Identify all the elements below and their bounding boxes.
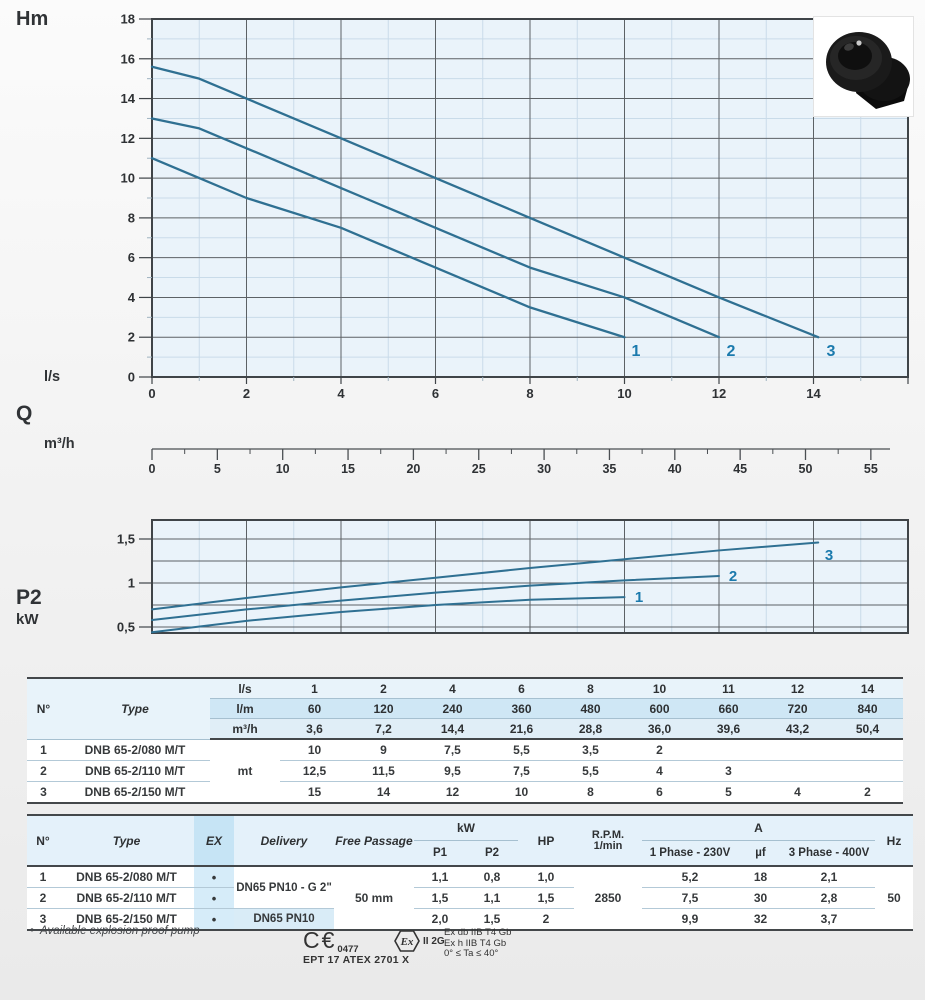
bullet-icon: • — [30, 925, 35, 937]
flow-value-header: 11 — [694, 678, 763, 699]
axis-tick-label: 0 — [148, 386, 156, 401]
head-value — [763, 739, 832, 761]
head-value: 3 — [694, 761, 763, 782]
head-value: 8 — [556, 782, 625, 804]
axis-tick-label: 10 — [617, 386, 632, 401]
flow-value-header: 36,0 — [625, 719, 694, 740]
col-header-free-passage: Free Passage — [334, 815, 414, 866]
col-header-type: Type — [59, 815, 194, 866]
p2-value: 1,5 — [466, 909, 518, 931]
p2-value: 1,1 — [466, 888, 518, 909]
axis-tick-label: 12 — [120, 130, 135, 146]
head-value: 3,5 — [556, 739, 625, 761]
axis-tick-label: 10 — [120, 170, 135, 186]
head-value: 6 — [625, 782, 694, 804]
technical-specifications-table — [27, 814, 913, 931]
head-value: 9 — [349, 739, 418, 761]
head-value: 2 — [832, 782, 903, 804]
head-value: 12 — [418, 782, 487, 804]
col-header-uf: µf — [738, 841, 783, 867]
power-unit-label: kW — [16, 611, 39, 628]
row-number: 1 — [27, 866, 59, 888]
p1-value: 2,0 — [414, 909, 466, 931]
axis-tick-label: 18 — [120, 11, 135, 27]
pump-type: DNB 65-2/110 M/T — [60, 761, 210, 782]
axis-tick-label: 14 — [120, 91, 135, 107]
table-row — [27, 866, 913, 888]
head-value: 11,5 — [349, 761, 418, 782]
head-value: 5 — [694, 782, 763, 804]
flow-value-header: 6 — [487, 678, 556, 699]
flow-value-header: 840 — [832, 699, 903, 719]
table-row — [27, 782, 903, 804]
hp-value: 1,0 — [518, 866, 574, 888]
flow-ls-axis-label: l/s — [44, 369, 61, 385]
flow-value-header: 14,4 — [418, 719, 487, 740]
axis-tick-label: 45 — [733, 462, 748, 476]
axis-tick-label: 55 — [863, 462, 878, 476]
axis-tick-label: 8 — [526, 386, 534, 401]
head-value: 4 — [763, 782, 832, 804]
head-value: 7,5 — [487, 761, 556, 782]
head-value: 7,5 — [418, 739, 487, 761]
flow-value-header: 120 — [349, 699, 418, 719]
col-header-p2: P2 — [466, 841, 518, 867]
axis-tick-label: 14 — [806, 386, 821, 401]
flow-value-header: 12 — [763, 678, 832, 699]
curve-label-3: 3 — [826, 343, 836, 360]
axis-tick-label: 50 — [798, 462, 813, 476]
capacitor-value: 18 — [738, 866, 783, 888]
head-value: 5,5 — [556, 761, 625, 782]
flow-q-axis-label: Q — [16, 402, 33, 425]
flow-value-header: 39,6 — [694, 719, 763, 740]
col-header-p1: P1 — [414, 841, 466, 867]
unit-mt: mt — [210, 739, 280, 803]
amps-1phase-value: 9,9 — [642, 909, 738, 931]
pump-type: DNB 65-2/080 M/T — [59, 866, 194, 888]
flow-value-header: 7,2 — [349, 719, 418, 740]
flow-unit-header: l/s — [210, 678, 280, 699]
head-value — [832, 761, 903, 782]
atex-certificate-number: EPT 17 ATEX 2701 X — [303, 954, 410, 966]
flow-value-header: 1 — [280, 678, 349, 699]
flow-value-header: 43,2 — [763, 719, 832, 740]
hp-value: 1,5 — [518, 888, 574, 909]
flow-value-header: 2 — [349, 678, 418, 699]
p2-value: 0,8 — [466, 866, 518, 888]
head-value: 2 — [625, 739, 694, 761]
col-header-hp: HP — [518, 815, 574, 866]
flow-value-header: 3,6 — [280, 719, 349, 740]
row-number: 3 — [27, 782, 60, 804]
col-header-no: N° — [27, 678, 60, 739]
col-group-amps: A — [642, 815, 875, 841]
pump-type: DNB 65-2/110 M/T — [59, 888, 194, 909]
atex-line: Ex db IIB T4 Gb — [444, 927, 512, 938]
flow-value-header: 660 — [694, 699, 763, 719]
axis-tick-label: 5 — [213, 462, 221, 476]
row-number: 1 — [27, 739, 60, 761]
amps-1phase-value: 5,2 — [642, 866, 738, 888]
flow-value-header: 10 — [625, 678, 694, 699]
head-value: 14 — [349, 782, 418, 804]
table-row — [27, 761, 903, 782]
footnote-text: Available explosion proof pump — [40, 925, 200, 937]
ce-number: 0477 — [337, 944, 359, 955]
axis-tick-label: 0 — [148, 462, 156, 476]
atex-line: Ex h IIB T4 Gb — [444, 937, 507, 949]
svg-text:Ex: Ex — [400, 936, 414, 948]
axis-tick-label: 35 — [602, 462, 617, 476]
power-axis-label: P2 — [16, 586, 42, 609]
flow-value-header: 360 — [487, 699, 556, 719]
axis-tick-label: 6 — [127, 250, 135, 266]
col-header-hz: Hz — [875, 815, 913, 866]
amps-1phase-value: 7,5 — [642, 888, 738, 909]
ex-available-dot: • — [194, 888, 234, 909]
ex-available-dot: • — [194, 909, 234, 931]
delivery-value: DN65 PN10 - G 2" — [234, 866, 334, 909]
hz-value: 50 — [875, 866, 913, 930]
atex-certification-lines — [444, 928, 511, 960]
flow-value-header: 4 — [418, 678, 487, 699]
col-header-delivery: Delivery — [234, 815, 334, 866]
axis-tick-label: 2 — [242, 386, 251, 401]
axis-tick-label: 0,5 — [116, 619, 135, 635]
ce-logo: C€ — [303, 927, 337, 953]
amps-3phase-value: 2,1 — [783, 866, 875, 888]
row-number: 2 — [27, 888, 59, 909]
flow-value-header: 60 — [280, 699, 349, 719]
axis-tick-label: 15 — [341, 462, 356, 476]
p1-value: 1,5 — [414, 888, 466, 909]
head-value: 15 — [280, 782, 349, 804]
table-row — [27, 739, 903, 761]
col-header-3phase: 3 Phase - 400V — [783, 841, 875, 867]
explosion-proof-footnote — [30, 925, 200, 937]
axis-tick-label: 4 — [127, 289, 135, 305]
axis-tick-label: 40 — [667, 462, 682, 476]
axis-tick-label: 4 — [337, 386, 345, 401]
capacitor-value: 30 — [738, 888, 783, 909]
p2-curve-label-1: 1 — [634, 589, 644, 606]
capacitor-value: 32 — [738, 909, 783, 931]
head-value: 9,5 — [418, 761, 487, 782]
row-number: 2 — [27, 761, 60, 782]
flow-value-header: 21,6 — [487, 719, 556, 740]
p1-value: 1,1 — [414, 866, 466, 888]
axis-tick-label: 1,5 — [116, 531, 135, 547]
head-value: 10 — [487, 782, 556, 804]
curve-label-1: 1 — [631, 343, 641, 360]
flow-value-header: 240 — [418, 699, 487, 719]
p2-curve-label-3: 3 — [824, 547, 834, 564]
flow-value-header: 28,8 — [556, 719, 625, 740]
row-number: 3 — [27, 909, 59, 931]
hydraulic-performance-table — [27, 677, 903, 804]
head-axis-label: Hm — [16, 8, 49, 30]
flow-value-header: 600 — [625, 699, 694, 719]
col-header-ex: EX — [194, 815, 234, 866]
hp-value: 2 — [518, 909, 574, 931]
axis-tick-label: 10 — [275, 462, 290, 476]
col-header-type: Type — [60, 678, 210, 739]
delivery-value: DN65 PN10 — [234, 909, 334, 931]
rpm-value: 2850 — [574, 866, 642, 930]
amps-3phase-value: 3,7 — [783, 909, 875, 931]
axis-tick-label: 25 — [471, 462, 486, 476]
curve-label-2: 2 — [726, 343, 736, 360]
ex-available-dot: • — [194, 866, 234, 888]
col-header-rpm: R.P.M. 1/min — [574, 815, 642, 866]
axis-tick-label: 20 — [406, 462, 421, 476]
head-value: 5,5 — [487, 739, 556, 761]
table-row — [27, 888, 913, 909]
head-value — [832, 739, 903, 761]
col-header-no: N° — [27, 815, 59, 866]
amps-3phase-value: 2,8 — [783, 888, 875, 909]
head-value: 10 — [280, 739, 349, 761]
flow-m3h-axis-label: m³/h — [44, 436, 75, 452]
head-value: 4 — [625, 761, 694, 782]
free-passage-value: 50 mm — [334, 866, 414, 930]
axis-tick-label: 16 — [120, 51, 135, 67]
pump-type: DNB 65-2/080 M/T — [60, 739, 210, 761]
pump-type: DNB 65-2/150 M/T — [60, 782, 210, 804]
col-group-kw: kW — [414, 815, 518, 841]
pump-type: DNB 65-2/150 M/T — [59, 909, 194, 931]
axis-tick-label: 12 — [711, 386, 727, 401]
flow-value-header: 8 — [556, 678, 625, 699]
flow-unit-header: l/m — [210, 699, 280, 719]
atex-group-label: II 2G — [423, 936, 445, 947]
pump-seal-image — [814, 17, 913, 116]
pump-photo — [814, 17, 913, 116]
axis-tick-label: 2 — [127, 329, 135, 345]
flow-unit-header: m³/h — [210, 719, 280, 740]
atex-ex-icon — [394, 930, 420, 952]
axis-tick-label: 0 — [127, 369, 135, 385]
head-value: 12,5 — [280, 761, 349, 782]
flow-value-header: 50,4 — [832, 719, 903, 740]
flow-value-header: 480 — [556, 699, 625, 719]
axis-tick-label: 1 — [127, 575, 135, 591]
axis-tick-label: 8 — [127, 210, 135, 226]
head-value — [694, 739, 763, 761]
head-value — [763, 761, 832, 782]
flow-value-header: 720 — [763, 699, 832, 719]
p2-curve-label-2: 2 — [728, 568, 738, 585]
axis-tick-label: 30 — [537, 462, 552, 476]
col-header-1phase: 1 Phase - 230V — [642, 841, 738, 867]
axis-tick-label: 6 — [431, 386, 440, 401]
flow-value-header: 14 — [832, 678, 903, 699]
atex-line: 0° ≤ Ta ≤ 40° — [444, 948, 499, 959]
